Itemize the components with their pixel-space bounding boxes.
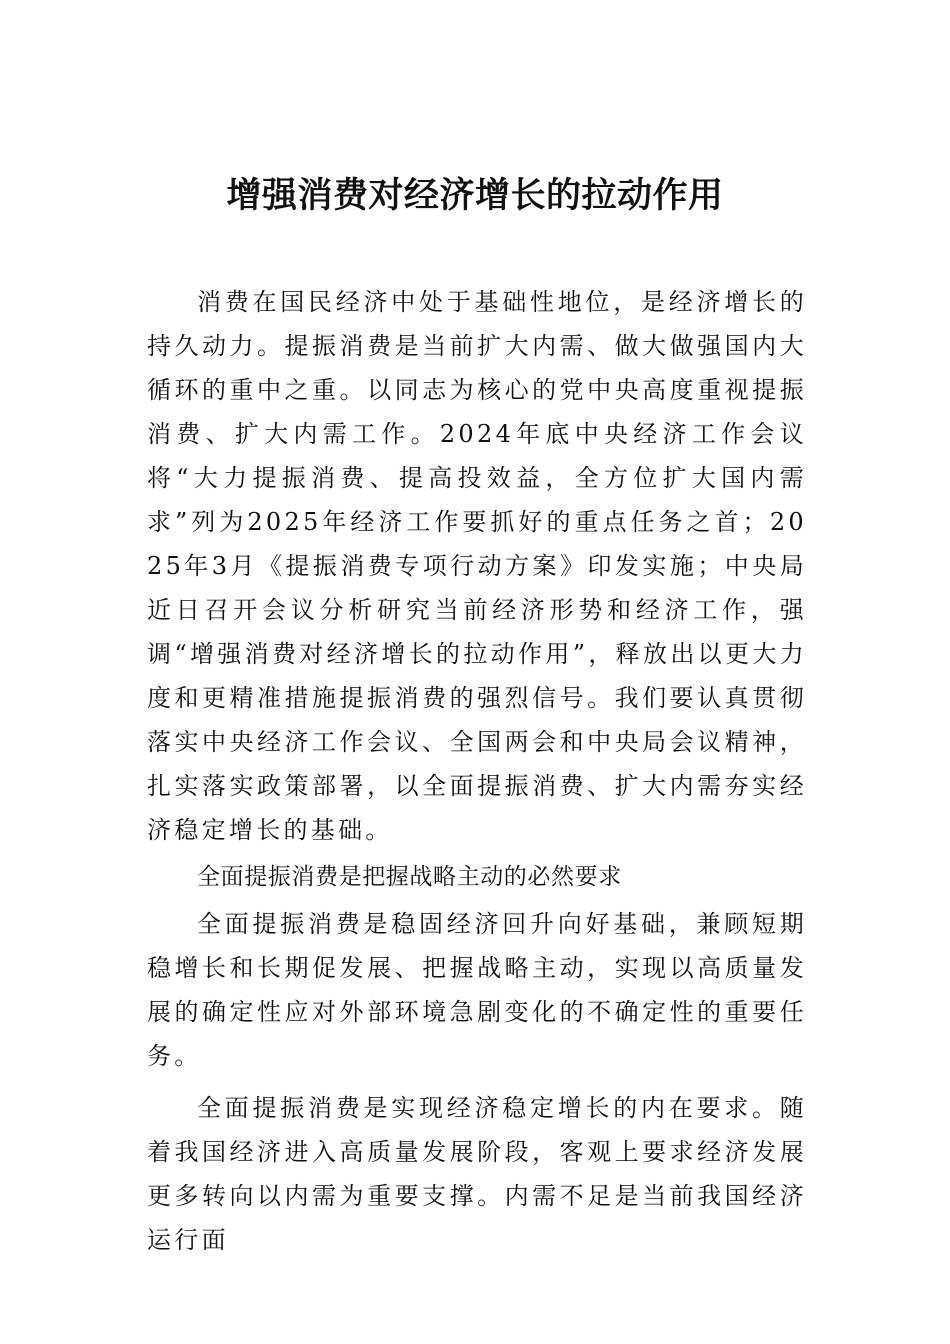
document-title: 增强消费对经济增长的拉动作用 bbox=[226, 175, 724, 216]
section-paragraph-1: 全面提振消费是稳固经济回升向好基础，兼顾短期稳增长和长期促发展、把握战略主动，实现以高质量发展的确定性应对外部环境急剧变化的不确定性的重要任务。 bbox=[147, 910, 807, 1070]
section-heading: 全面提振消费是把握战略主动的必然要求 bbox=[197, 864, 622, 890]
intro-paragraph: 消费在国民经济中处于基础性地位，是经济增长的持久动力。提振消费是当前扩大内需、做大做强国内大循环的重中之重。以同志为核心的党中央高度重视提振消费、扩大内需工作。2024年底中央经济工作会议将“大力提振消费、提高投效益，全方位扩大国内需求”列为2025年经济工作要抓好的重点任务之首；2025年3月《提振消费专项行动方案》印发实施；中央局近日召开会议分析研究当前经济形势和经济工作，强调“增强消费对经济增长的拉动作用”，释放出以更大力度和更精准措施提振消费的强烈信号。我们要认真贯彻落实中央经济工作会议、全国两会和中央局会议精神，扎实落实政策部署，以全面提振消费、扩大内需夯实经济稳定增长的基础。 bbox=[147, 288, 807, 844]
document-body bbox=[147, 280, 807, 1262]
section-paragraph-2: 全面提振消费是实现经济稳定增长的内在要求。随着我国经济进入高质量发展阶段，客观上要求经济发展更多转向以内需为重要支撑。内需不足是当前我国经济运行面 bbox=[147, 1094, 807, 1254]
